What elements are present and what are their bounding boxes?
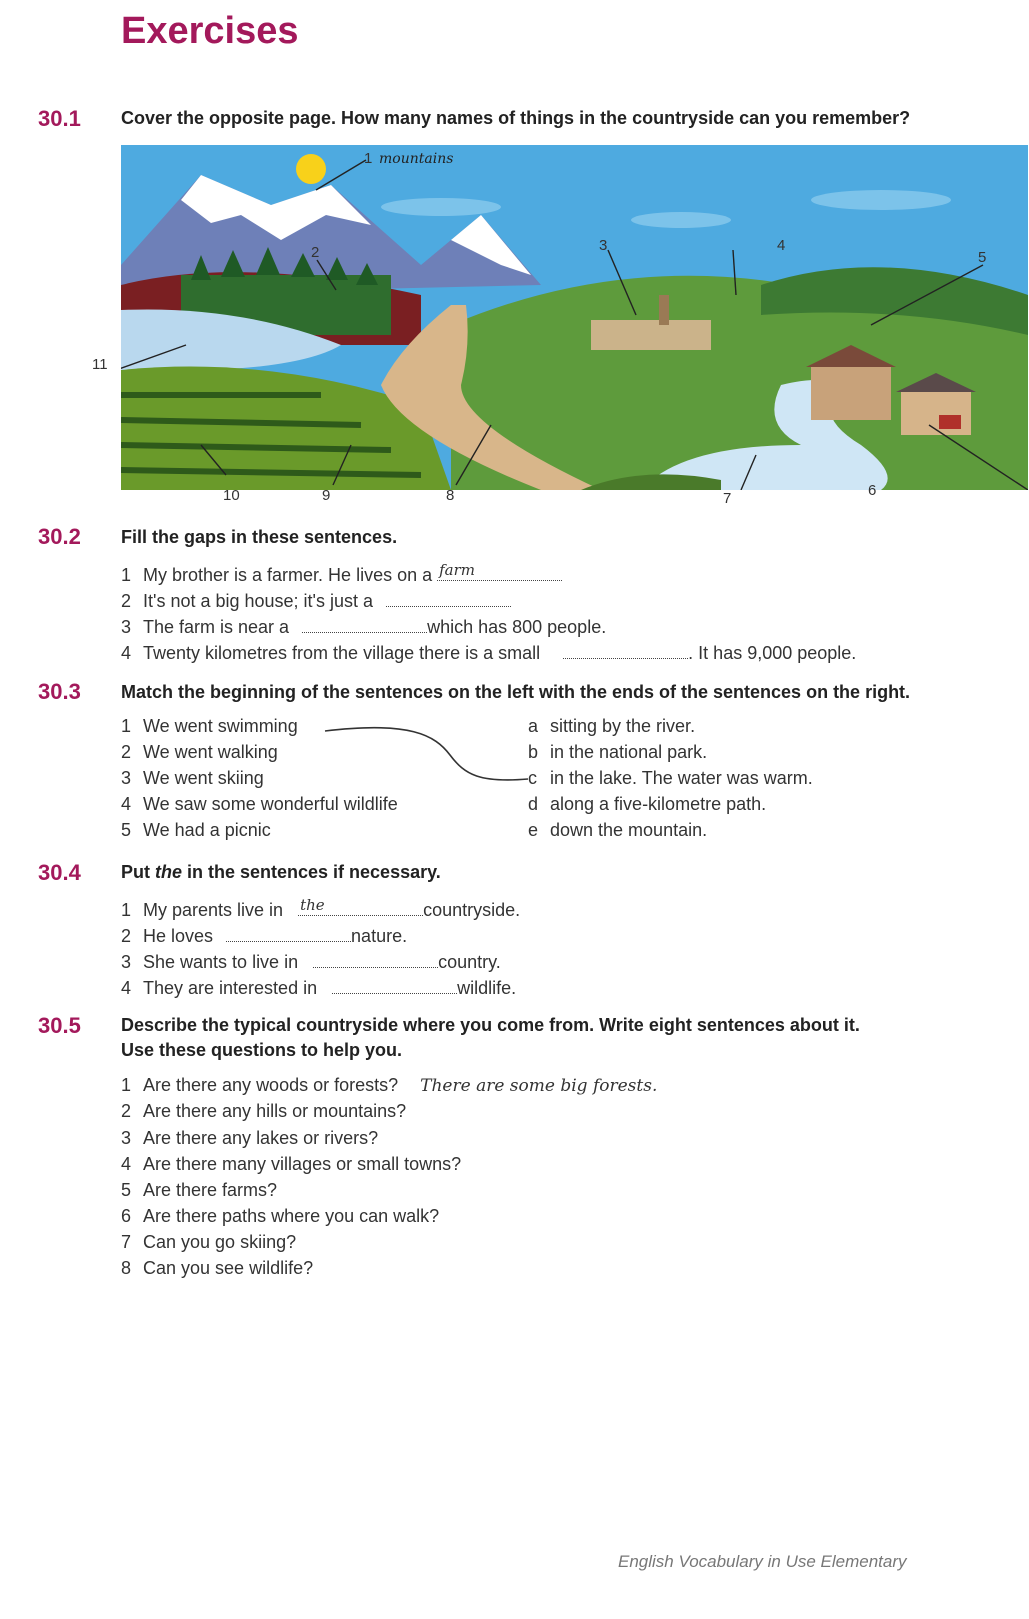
ex5-item-5: 5 Are there farms?: [121, 1180, 278, 1200]
exercise-number-30-2: 30.2: [38, 524, 81, 549]
ex3-right-d: d along a five-kilometre path.: [528, 794, 767, 814]
answer-gap[interactable]: [332, 975, 457, 994]
exercise-instruction-30-5-line2: Use these questions to help you.: [121, 1040, 403, 1060]
ex3-right-b: b in the national park.: [528, 742, 708, 762]
answer-gap[interactable]: [313, 949, 438, 968]
ex3-left-1: 1 We went swimming: [121, 716, 298, 736]
ex2-item-1: 1 My brother is a farmer. He lives on a farm: [121, 562, 562, 586]
page-title: Exercises: [121, 10, 299, 52]
picture-label-11: 11: [92, 356, 108, 373]
ex3-right-c: c in the lake. The water was warm.: [528, 768, 813, 788]
ex5-item-7: 7 Can you go skiing?: [121, 1232, 297, 1252]
exercise-number-30-1: 30.1: [38, 106, 81, 131]
picture-label-10: 10: [223, 487, 240, 504]
ex4-item-3: 3 She wants to live in country.: [121, 949, 501, 973]
picture-label-4: 4: [777, 237, 786, 254]
answer-gap[interactable]: the: [298, 897, 423, 916]
match-line: [320, 725, 530, 785]
ex3-left-3: 3 We went skiing: [121, 768, 264, 788]
ex2-item-2: 2 It's not a big house; it's just a: [121, 588, 511, 612]
picture-label-1: 1: [364, 150, 373, 167]
ex5-item-2: 2 Are there any hills or mountains?: [121, 1101, 407, 1121]
exercise-number-30-3: 30.3: [38, 679, 81, 704]
picture-label-3: 3: [599, 237, 608, 254]
farm: [811, 365, 891, 420]
exercise-instruction-30-3: Match the beginning of the sentences on the left with the ends of the sentences on the right.: [121, 682, 911, 702]
ex5-item-3: 3 Are there any lakes or rivers?: [121, 1128, 379, 1148]
picture-label-7: 7: [723, 490, 732, 507]
answer-gap[interactable]: [302, 614, 427, 633]
ex4-item-1: 1 My parents live in the countryside.: [121, 896, 521, 920]
ex3-right-e: e down the mountain.: [528, 820, 708, 840]
ex5-item-1: 1 Are there any woods or forests? There are some big forests.: [121, 1075, 658, 1096]
footer-book-title: English Vocabulary in Use Elementary: [618, 1552, 907, 1571]
ex3-left-2: 2 We went walking: [121, 742, 278, 762]
ex3-left-5: 5 We had a picnic: [121, 820, 271, 840]
ex4-item-2: 2 He loves nature.: [121, 923, 407, 947]
ex5-item-4: 4 Are there many villages or small towns?: [121, 1154, 462, 1174]
ex4-item-4: 4 They are interested in wildlife.: [121, 975, 516, 999]
ex5-item-8: 8 Can you see wildlife?: [121, 1258, 314, 1278]
picture-label-6: 6: [868, 482, 877, 499]
sun-icon: [296, 154, 326, 184]
exercise-instruction-30-4: Put the in the sentences if necessary.: [121, 862, 441, 882]
answer-gap[interactable]: [226, 923, 351, 942]
village: [591, 320, 711, 350]
ex3-left-4: 4 We saw some wonderful wildlife: [121, 794, 398, 814]
countryside-illustration: [121, 145, 1028, 490]
ex2-item-4: 4 Twenty kilometres from the village there is a small . It has 9,000 people.: [121, 640, 856, 664]
exercise-instruction-30-2: Fill the gaps in these sentences.: [121, 527, 398, 547]
ex3-right-a: a sitting by the river.: [528, 716, 696, 736]
handwritten-answer: There are some big forests.: [420, 1076, 658, 1096]
answer-gap[interactable]: [386, 588, 511, 607]
picture-label-8: 8: [446, 487, 455, 504]
picture-label-5: 5: [978, 249, 987, 266]
ex5-item-6: 6 Are there paths where you can walk?: [121, 1206, 440, 1226]
picture-label-2: 2: [311, 244, 320, 261]
example-answer-mountains: mountains: [379, 151, 454, 167]
exercise-number-30-5: 30.5: [38, 1013, 81, 1038]
answer-gap[interactable]: farm: [437, 562, 562, 581]
exercise-number-30-4: 30.4: [38, 860, 81, 885]
exercise-instruction-30-1: Cover the opposite page. How many names of things in the countryside can you remember?: [121, 108, 911, 128]
ex2-item-3: 3 The farm is near a which has 800 people.: [121, 614, 606, 638]
answer-gap[interactable]: [563, 640, 688, 659]
picture-label-9: 9: [322, 487, 331, 504]
exercise-instruction-30-5-line1: Describe the typical countryside where you come from. Write eight sentences about it.: [121, 1015, 860, 1035]
